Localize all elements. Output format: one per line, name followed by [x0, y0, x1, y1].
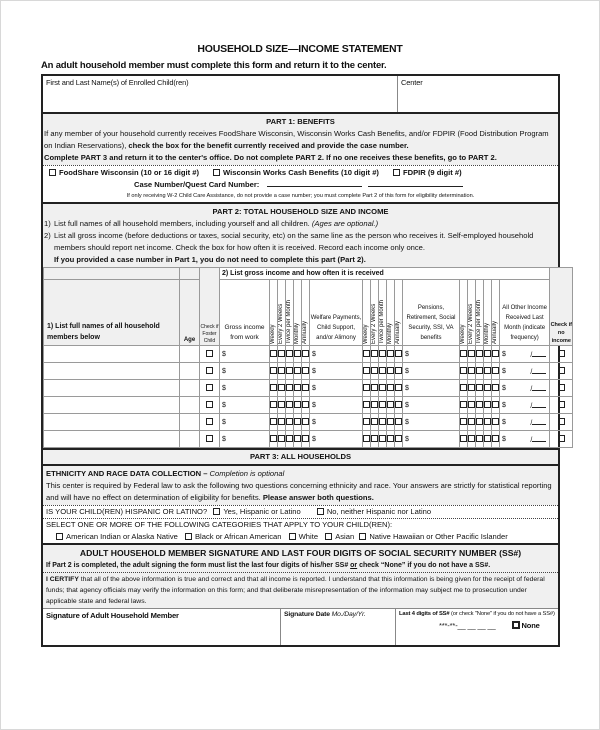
freq-checkbox[interactable]	[270, 435, 277, 442]
freq-checkbox[interactable]	[395, 367, 402, 374]
part3-section	[43, 466, 558, 545]
welfare-header: Welfare Payments, Child Support, and/or Alimony	[310, 280, 363, 346]
household-member-row	[44, 346, 573, 363]
signature-section	[43, 545, 558, 609]
foster-checkbox[interactable]	[206, 418, 213, 425]
household-member-row	[44, 414, 573, 431]
freq-checkbox[interactable]	[294, 350, 301, 357]
signature-instruction: If Part 2 is completed, the adult signing the form must list the last four digits of his/her SS# or check “None” if you do not have a SS#.	[46, 562, 491, 569]
member-name-input[interactable]	[44, 380, 180, 397]
part2-item1: 1) List full names of all household members, including yourself and all children. (Ages are optional.)	[44, 219, 379, 228]
freq-checkbox[interactable]	[286, 418, 293, 425]
hispanic-yes-checkbox[interactable]	[213, 508, 220, 515]
w2-note: If only receiving W-2 Child Care Assistance, do not provide a case number; you must complete Part 2 of this form for eligibility determination.	[126, 193, 475, 199]
frequency-blank[interactable]	[532, 401, 546, 408]
freq-checkbox[interactable]	[294, 384, 301, 391]
freq-checkbox[interactable]	[387, 367, 394, 374]
signature-heading: ADULT HOUSEHOLD MEMBER SIGNATURE AND LAST FOUR DIGITS OF SOCIAL SECURITY NUMBER (SS#)	[79, 548, 522, 558]
signature-header	[43, 545, 558, 572]
form-title: HOUSEHOLD SIZE—INCOME STATEMENT	[197, 43, 403, 55]
case-number-input-1[interactable]	[267, 179, 362, 187]
freq-checkbox[interactable]	[379, 384, 386, 391]
freq-monthly-1: Monthly	[294, 322, 300, 344]
freq-checkbox[interactable]	[492, 401, 499, 408]
freq-checkbox[interactable]	[294, 367, 301, 374]
ethnicity-title: ETHNICITY AND RACE DATA COLLECTION –	[46, 469, 210, 478]
freq-checkbox[interactable]	[286, 401, 293, 408]
ethnicity-text: This center is required by Federal law to ask the following two questions concerning ethnicity and race. Your answers are strictly for statistical reporting and will have no effect on determination of eligibility for benefits. Please answer both questions.	[46, 481, 552, 502]
other-income-input[interactable]: $ /	[500, 431, 550, 448]
center-label: Center	[401, 78, 423, 87]
child-names-field[interactable]	[43, 76, 398, 112]
household-member-row	[44, 431, 573, 448]
work-income-input[interactable]: $	[220, 397, 270, 414]
freq-checkbox[interactable]	[379, 367, 386, 374]
frequency-blank[interactable]	[532, 418, 546, 425]
race-option-white[interactable]: White	[289, 532, 318, 541]
income-table-header-bottom	[44, 280, 573, 346]
freq-checkbox[interactable]	[278, 367, 285, 374]
no-income-checkbox[interactable]	[558, 367, 565, 374]
part3-heading: PART 3: ALL HOUSEHOLDS	[249, 452, 352, 461]
freq-checkbox[interactable]	[460, 350, 467, 357]
ssn-none-option[interactable]: None	[512, 621, 540, 630]
fdpir-option[interactable]: FDPIR (9 digit #)	[393, 167, 462, 179]
foster-child-header: Check if Foster Child	[200, 268, 220, 346]
ethnicity-info: ETHNICITY AND RACE DATA COLLECTION – Completion is optional This center is required by Federal law to ask the following two questions concerning ethnicity and race. Your answers are strictly for statistical reporting and will have no effect on determination of eligibility for benefits. Please answer both questions.	[43, 466, 558, 505]
freq-twicemonth-2: Twice per Month	[379, 299, 385, 344]
race-option-asian[interactable]: Asian	[325, 532, 354, 541]
freq-checkbox[interactable]	[302, 350, 309, 357]
freq-checkbox[interactable]	[492, 435, 499, 442]
pension-income-input[interactable]: $	[403, 346, 460, 363]
freq-every2weeks-3: Every 2 Weeks	[468, 303, 474, 344]
other-income-input[interactable]: $ /	[500, 397, 550, 414]
freq-checkbox[interactable]	[363, 435, 370, 442]
freq-checkbox[interactable]	[294, 418, 301, 425]
freq-annually-3: Annually	[492, 320, 498, 344]
part1-description: If any member of your household currently receives FoodShare Wisconsin, Wisconsin Works Cash Benefits, and/or FDPIR (Food Distribution Program on Indian Reservations), check the box for the benefit currently received and provide the case number.	[44, 129, 549, 150]
case-number-label: Case Number/Quest Card Number:	[134, 180, 260, 189]
hispanic-no-option[interactable]: No, neither Hispanic nor Latino	[317, 507, 431, 516]
welfare-income-input[interactable]: $	[310, 346, 363, 363]
part1-header	[43, 114, 558, 165]
freq-checkbox[interactable]	[484, 384, 491, 391]
part1-heading: PART 1: BENEFITS	[266, 117, 335, 126]
race-options	[46, 531, 555, 543]
freq-checkbox[interactable]	[379, 350, 386, 357]
other-income-input[interactable]: $ /	[500, 346, 550, 363]
freq-twicemonth-3: Twice per Month	[476, 299, 482, 344]
member-age-input[interactable]	[180, 414, 200, 431]
part3-header	[43, 450, 558, 466]
signature-field[interactable]	[43, 609, 281, 645]
freq-annually-1: Annually	[302, 320, 308, 344]
case-number-row	[49, 179, 552, 191]
freq-checkbox[interactable]	[395, 350, 402, 357]
freq-checkbox[interactable]	[460, 418, 467, 425]
freq-checkbox[interactable]	[278, 435, 285, 442]
welfare-income-input[interactable]: $	[310, 380, 363, 397]
freq-checkbox[interactable]	[387, 435, 394, 442]
member-name-input[interactable]	[44, 363, 180, 380]
foster-checkbox[interactable]	[206, 350, 213, 357]
race-question-row	[43, 518, 558, 543]
w2-cash-option[interactable]: Wisconsin Works Cash Benefits (10 digit #)	[213, 167, 379, 179]
freq-weekly-2: Weekly	[363, 324, 369, 344]
freq-checkbox[interactable]	[460, 435, 467, 442]
freq-checkbox[interactable]	[270, 367, 277, 374]
member-age-input[interactable]	[180, 431, 200, 448]
household-member-row	[44, 380, 573, 397]
gross-work-header: Gross income from work	[220, 280, 270, 346]
frequency-blank[interactable]	[532, 435, 546, 442]
freq-checkbox[interactable]	[395, 401, 402, 408]
case-number-input-2[interactable]	[368, 179, 463, 187]
pension-income-input[interactable]: $	[403, 414, 460, 431]
hispanic-yes-option[interactable]: Yes, Hispanic or Latino	[213, 507, 300, 516]
no-income-checkbox[interactable]	[558, 384, 565, 391]
freq-checkbox[interactable]	[484, 418, 491, 425]
foster-checkbox[interactable]	[206, 384, 213, 391]
freq-checkbox[interactable]	[363, 401, 370, 408]
income-table	[43, 267, 573, 448]
form-subtitle: An adult household member must complete this form and return it to the center.	[41, 60, 387, 71]
freq-checkbox[interactable]	[371, 401, 378, 408]
member-name-input[interactable]	[44, 431, 180, 448]
hispanic-question: IS YOUR CHILD(REN) HISPANIC OR LATINO?	[46, 507, 208, 516]
pension-header: Pensions, Retirement, Social Security, SSI, VA benefits	[403, 280, 460, 346]
work-income-input[interactable]: $	[220, 346, 270, 363]
freq-checkbox[interactable]	[460, 367, 467, 374]
part2-heading: PART 2: TOTAL HOUSEHOLD SIZE AND INCOME	[212, 207, 389, 216]
ssn-none-checkbox[interactable]	[512, 621, 520, 629]
freq-checkbox[interactable]	[468, 401, 475, 408]
foster-checkbox[interactable]	[206, 435, 213, 442]
freq-checkbox[interactable]	[395, 435, 402, 442]
welfare-income-input[interactable]: $	[310, 431, 363, 448]
no-income-checkbox[interactable]	[558, 401, 565, 408]
freq-checkbox[interactable]	[371, 418, 378, 425]
freq-every2weeks-2: Every 2 Weeks	[371, 303, 377, 344]
freq-monthly-3: Monthly	[484, 322, 490, 344]
freq-checkbox[interactable]	[379, 418, 386, 425]
freq-checkbox[interactable]	[379, 401, 386, 408]
pension-income-input[interactable]: $	[403, 380, 460, 397]
frequency-blank[interactable]	[532, 350, 546, 357]
freq-checkbox[interactable]	[476, 435, 483, 442]
work-income-input[interactable]: $	[220, 431, 270, 448]
freq-weekly-1: Weekly	[270, 324, 276, 344]
freq-checkbox[interactable]	[302, 384, 309, 391]
age-header: Age	[180, 280, 200, 346]
part1-section	[43, 114, 558, 204]
freq-checkbox[interactable]	[468, 350, 475, 357]
fdpir-checkbox[interactable]	[393, 169, 400, 176]
freq-checkbox[interactable]	[270, 401, 277, 408]
freq-checkbox[interactable]	[387, 384, 394, 391]
freq-every2weeks-1: Every 2 Weeks	[278, 303, 284, 344]
freq-monthly-2: Monthly	[387, 322, 393, 344]
freq-checkbox[interactable]	[294, 435, 301, 442]
freq-checkbox[interactable]	[286, 435, 293, 442]
foster-checkbox[interactable]	[206, 367, 213, 374]
freq-checkbox[interactable]	[286, 350, 293, 357]
freq-checkbox[interactable]	[484, 401, 491, 408]
w2-cash-checkbox[interactable]	[213, 169, 220, 176]
freq-checkbox[interactable]	[270, 384, 277, 391]
gross-income-header: 2) List gross income and how often it is received	[220, 268, 550, 280]
work-income-input[interactable]: $	[220, 414, 270, 431]
pension-income-input[interactable]: $	[403, 431, 460, 448]
freq-checkbox[interactable]	[476, 418, 483, 425]
freq-checkbox[interactable]	[492, 418, 499, 425]
signature-label: Signature of Adult Household Member	[46, 611, 179, 620]
part2-header	[43, 204, 558, 267]
part1-options	[43, 165, 558, 202]
other-income-input[interactable]: $ /	[500, 414, 550, 431]
signature-fields-row	[43, 609, 558, 645]
freq-checkbox[interactable]	[476, 350, 483, 357]
center-field[interactable]	[398, 76, 558, 112]
freq-checkbox[interactable]	[387, 401, 394, 408]
freq-checkbox[interactable]	[387, 350, 394, 357]
freq-checkbox[interactable]	[278, 418, 285, 425]
signature-date-field[interactable]: Signature Date Mo./Day/Yr.	[281, 609, 396, 645]
part1-instruction: Complete PART 3 and return it to the center's office. Do not complete PART 2. If no one receives these benefits, go to PART 2.	[44, 153, 497, 162]
freq-checkbox[interactable]	[371, 384, 378, 391]
household-income-form	[41, 74, 572, 647]
freq-checkbox[interactable]	[379, 435, 386, 442]
welfare-income-input[interactable]: $	[310, 397, 363, 414]
freq-checkbox[interactable]	[278, 384, 285, 391]
freq-checkbox[interactable]	[302, 367, 309, 374]
certification-text: I CERTIFY that all of the above information is true and correct and that all income is reported. I understand that this information is being given for the receipt of federal funds; that agency officials may verify the information on this form; and that deliberate misrepresentation of the information may subject me to prosecution under applicable state and federal laws.	[43, 572, 558, 608]
freq-checkbox[interactable]	[484, 350, 491, 357]
enrollment-fields-row	[43, 76, 558, 114]
freq-checkbox[interactable]	[302, 435, 309, 442]
freq-checkbox[interactable]	[484, 367, 491, 374]
freq-checkbox[interactable]	[278, 401, 285, 408]
member-name-input[interactable]	[44, 397, 180, 414]
no-income-checkbox[interactable]	[558, 418, 565, 425]
freq-checkbox[interactable]	[492, 350, 499, 357]
freq-checkbox[interactable]	[468, 418, 475, 425]
freq-checkbox[interactable]	[270, 350, 277, 357]
freq-checkbox[interactable]	[460, 384, 467, 391]
freq-checkbox[interactable]	[460, 401, 467, 408]
member-name-input[interactable]	[44, 346, 180, 363]
freq-checkbox[interactable]	[286, 367, 293, 374]
no-income-checkbox[interactable]	[558, 435, 565, 442]
work-income-input[interactable]: $	[220, 380, 270, 397]
freq-checkbox[interactable]	[278, 350, 285, 357]
frequency-blank[interactable]	[532, 367, 546, 374]
freq-checkbox[interactable]	[395, 384, 402, 391]
other-income-input[interactable]: $ /	[500, 363, 550, 380]
frequency-blank[interactable]	[532, 384, 546, 391]
names-header: 1) List full names of all household members below	[44, 280, 180, 346]
freq-checkbox[interactable]	[363, 350, 370, 357]
pension-income-input[interactable]: $	[403, 397, 460, 414]
other-income-input[interactable]: $ /	[500, 380, 550, 397]
freq-weekly-3: Weekly	[460, 324, 466, 344]
freq-checkbox[interactable]	[371, 350, 378, 357]
freq-checkbox[interactable]	[302, 418, 309, 425]
freq-checkbox[interactable]	[468, 435, 475, 442]
freq-checkbox[interactable]	[302, 401, 309, 408]
freq-checkbox[interactable]	[395, 418, 402, 425]
pension-income-input[interactable]: $	[403, 363, 460, 380]
freq-checkbox[interactable]	[363, 384, 370, 391]
freq-checkbox[interactable]	[492, 367, 499, 374]
freq-checkbox[interactable]	[468, 384, 475, 391]
no-income-header: Check if no income	[550, 268, 573, 346]
member-name-input[interactable]	[44, 414, 180, 431]
household-member-row	[44, 397, 573, 414]
freq-checkbox[interactable]	[363, 367, 370, 374]
freq-checkbox[interactable]	[492, 384, 499, 391]
freq-checkbox[interactable]	[484, 435, 491, 442]
household-member-row	[44, 363, 573, 380]
work-income-input[interactable]: $	[220, 363, 270, 380]
freq-checkbox[interactable]	[468, 367, 475, 374]
member-age-input[interactable]	[180, 397, 200, 414]
member-age-input[interactable]	[180, 380, 200, 397]
no-income-checkbox[interactable]	[558, 350, 565, 357]
foster-checkbox[interactable]	[206, 401, 213, 408]
race-question: SELECT ONE OR MORE OF THE FOLLOWING CATEGORIES THAT APPLY TO YOUR CHILD(REN):	[46, 520, 393, 529]
freq-checkbox[interactable]	[294, 401, 301, 408]
child-names-label: First and Last Name(s) of Enrolled Child(ren)	[46, 78, 189, 87]
freq-checkbox[interactable]	[387, 418, 394, 425]
freq-checkbox[interactable]	[286, 384, 293, 391]
part2-section	[43, 204, 572, 450]
race-option-pacific-islander[interactable]: Native Hawaiian or Other Pacific Islander	[359, 532, 507, 541]
hispanic-question-row	[43, 505, 558, 518]
other-income-header: All Other Income Received Last Month (indicate frequency)	[500, 280, 550, 346]
welfare-income-input[interactable]: $	[310, 414, 363, 431]
foodshare-option[interactable]: FoodShare Wisconsin (10 or 16 digit #)	[49, 167, 199, 179]
freq-twicemonth-1: Twice per Month	[286, 299, 292, 344]
freq-checkbox[interactable]	[476, 401, 483, 408]
freq-checkbox[interactable]	[476, 367, 483, 374]
ssn-last4-input[interactable]: ***-**-__ __ __ __	[439, 621, 496, 630]
freq-checkbox[interactable]	[270, 418, 277, 425]
member-age-input[interactable]	[180, 363, 200, 380]
member-age-input[interactable]	[180, 346, 200, 363]
freq-annually-2: Annually	[395, 320, 401, 344]
freq-checkbox[interactable]	[476, 384, 483, 391]
hispanic-no-checkbox[interactable]	[317, 508, 324, 515]
welfare-income-input[interactable]: $	[310, 363, 363, 380]
freq-checkbox[interactable]	[371, 435, 378, 442]
ssn-field[interactable]: Last 4 digits of SS# (or check "None" if you do not have a SS#) ***-**-__ __ __ __ None	[399, 611, 555, 630]
freq-checkbox[interactable]	[371, 367, 378, 374]
freq-checkbox[interactable]	[363, 418, 370, 425]
part2-item2: 2) List all gross income (before deductions or taxes, social security, etc) on the same line as the person who receives it. Self-employed household members should report net income. Check the box for how often it is received. Record each income only once. If you provided a case number in Part 1, you do not need to complete this part (Part 2).	[44, 231, 534, 264]
race-option-black[interactable]: Black or African American	[185, 532, 282, 541]
foodshare-checkbox[interactable]	[49, 169, 56, 176]
race-option-american-indian[interactable]: American Indian or Alaska Native	[56, 532, 178, 541]
income-table-header-top	[44, 268, 573, 280]
